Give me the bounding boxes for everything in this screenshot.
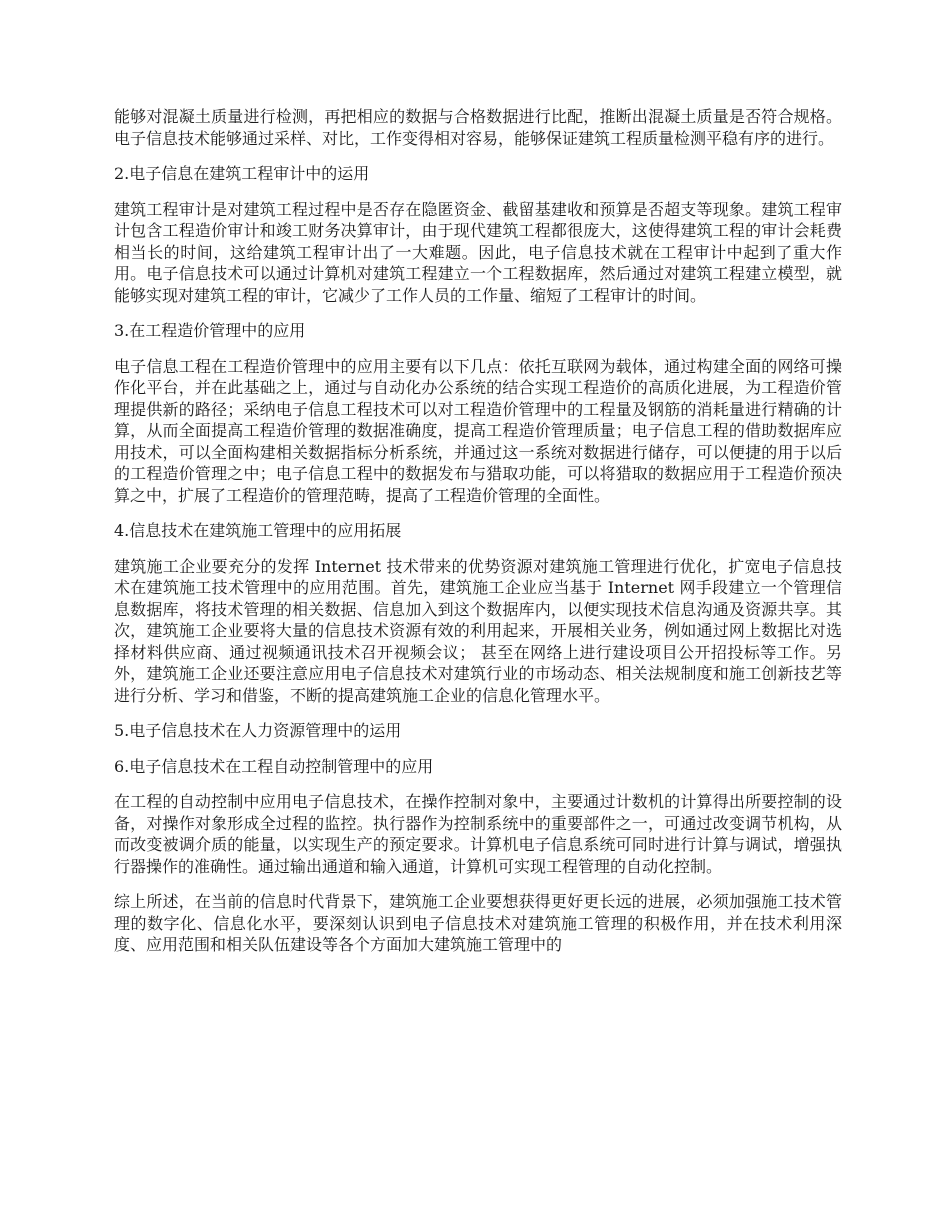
section-heading-6: 6.电子信息技术在工程自动控制管理中的应用	[114, 756, 434, 776]
section-heading-5: 5.电子信息技术在人力资源管理中的运用	[114, 721, 402, 740]
section-heading-4: 4.信息技术在建筑施工管理中的应用拓展	[114, 521, 402, 540]
paragraph-concrete-inspection: 能够对混凝土质量进行检测，再把相应的数据与合格数据进行比配，推断出混凝土质量是否符合规格。电子信息技术能够通过采样、对比，工作变得相对容易，能够保证建筑工程质量检测平稳有序的进行。	[114, 107, 842, 148]
paragraph-cost-management: 电子信息工程在工程造价管理中的应用主要有以下几点：依托互联网为载体，通过构建全面的网络可操作化平台，并在此基础之上，通过与自动化办公系统的结合实现工程造价的高质化进展，为工程造价管理提供新的路径；采纳电子信息工程技术可以对工程造价管理中的工程量及钢筋的消耗量进行精确的计算，从而全面提高工程造价管理的数据准确度，提高工程造价管理质量；电子信息工程的借助数据库应用技术，可以全面构建相关数据指标分析系统，并通过这一系统对数据进行储存，可以便捷的用于以后的工程造价管理之中；电子信息工程中的数据发布与猎取功能，可以将猎取的数据应用于工程造价预决算之中，扩展了工程造价的管理范畴，提高了工程造价管理的全面性。	[114, 356, 842, 505]
section-heading-2: 2.电子信息在建筑工程审计中的运用	[114, 164, 370, 183]
paragraph-construction-management: 建筑施工企业要充分的发挥 Internet 技术带来的优势资源对建筑施工管理进行优化，扩宽电子信息技术在建筑施工技术管理中的应用范围。首先，建筑施工企业应当基于 Internet 网手段建立一个管理信息数据库，将技术管理的相关数据、信息加入到这个数据库内，以便实现技术信息沟通及资源共享。其次，建筑施工企业要将大量的信息技术资源有效的利用起来，开展相关业务，例如通过网上数据比对选择材料供应商、通过视频通讯技术召开视频会议； 甚至在网络上进行建设项目公开招投标等工作。另外，建筑施工企业还要注意应用电子信息技术对建筑行业的市场动态、相关法规制度和施工创新技艺等进行分析、学习和借鉴，不断的提高建筑施工企业的信息化管理水平。	[114, 556, 842, 705]
paragraph-conclusion: 综上所述，在当前的信息时代背景下，建筑施工企业要想获得更好更长远的进展，必须加强施工技术管理的数字化、信息化水平，要深刻认识到电子信息技术对建筑施工管理的积极作用，并在技术利用深度、应用范围和相关队伍建设等各个方面加大建筑施工管理中的	[114, 892, 842, 954]
paragraph-audit: 建筑工程审计是对建筑工程过程中是否存在隐匿资金、截留基建收和预算是否超支等现象。建筑工程审计包含工程造价审计和竣工财务决算审计，由于现代建筑工程都很庞大，这使得建筑工程的审计会耗费相当长的时间，这给建筑工程审计出了一大难题。因此，电子信息技术就在工程审计中起到了重大作用。电子信息技术可以通过计算机对建筑工程建立一个工程数据库，然后通过对建筑工程建立模型，就能够实现对建筑工程的审计，它减少了工作人员的工作量、缩短了工程审计的时间。	[114, 199, 842, 305]
document-body	[114, 106, 842, 970]
paragraph-automatic-control: 在工程的自动控制中应用电子信息技术，在操作控制对象中，主要通过计数机的计算得出所要控制的设备，对操作对象形成全过程的监控。执行器作为控制系统中的重要部件之一，可通过改变调节机构，从而改变被调介质的能量，以实现生产的预定要求。计算机电子信息系统可同时进行计算与调试，增强执行器操作的准确性。通过输出通道和输入通道，计算机可实现工程管理的自动化控制。	[114, 792, 842, 876]
section-heading-3: 3.在工程造价管理中的应用	[114, 321, 306, 340]
